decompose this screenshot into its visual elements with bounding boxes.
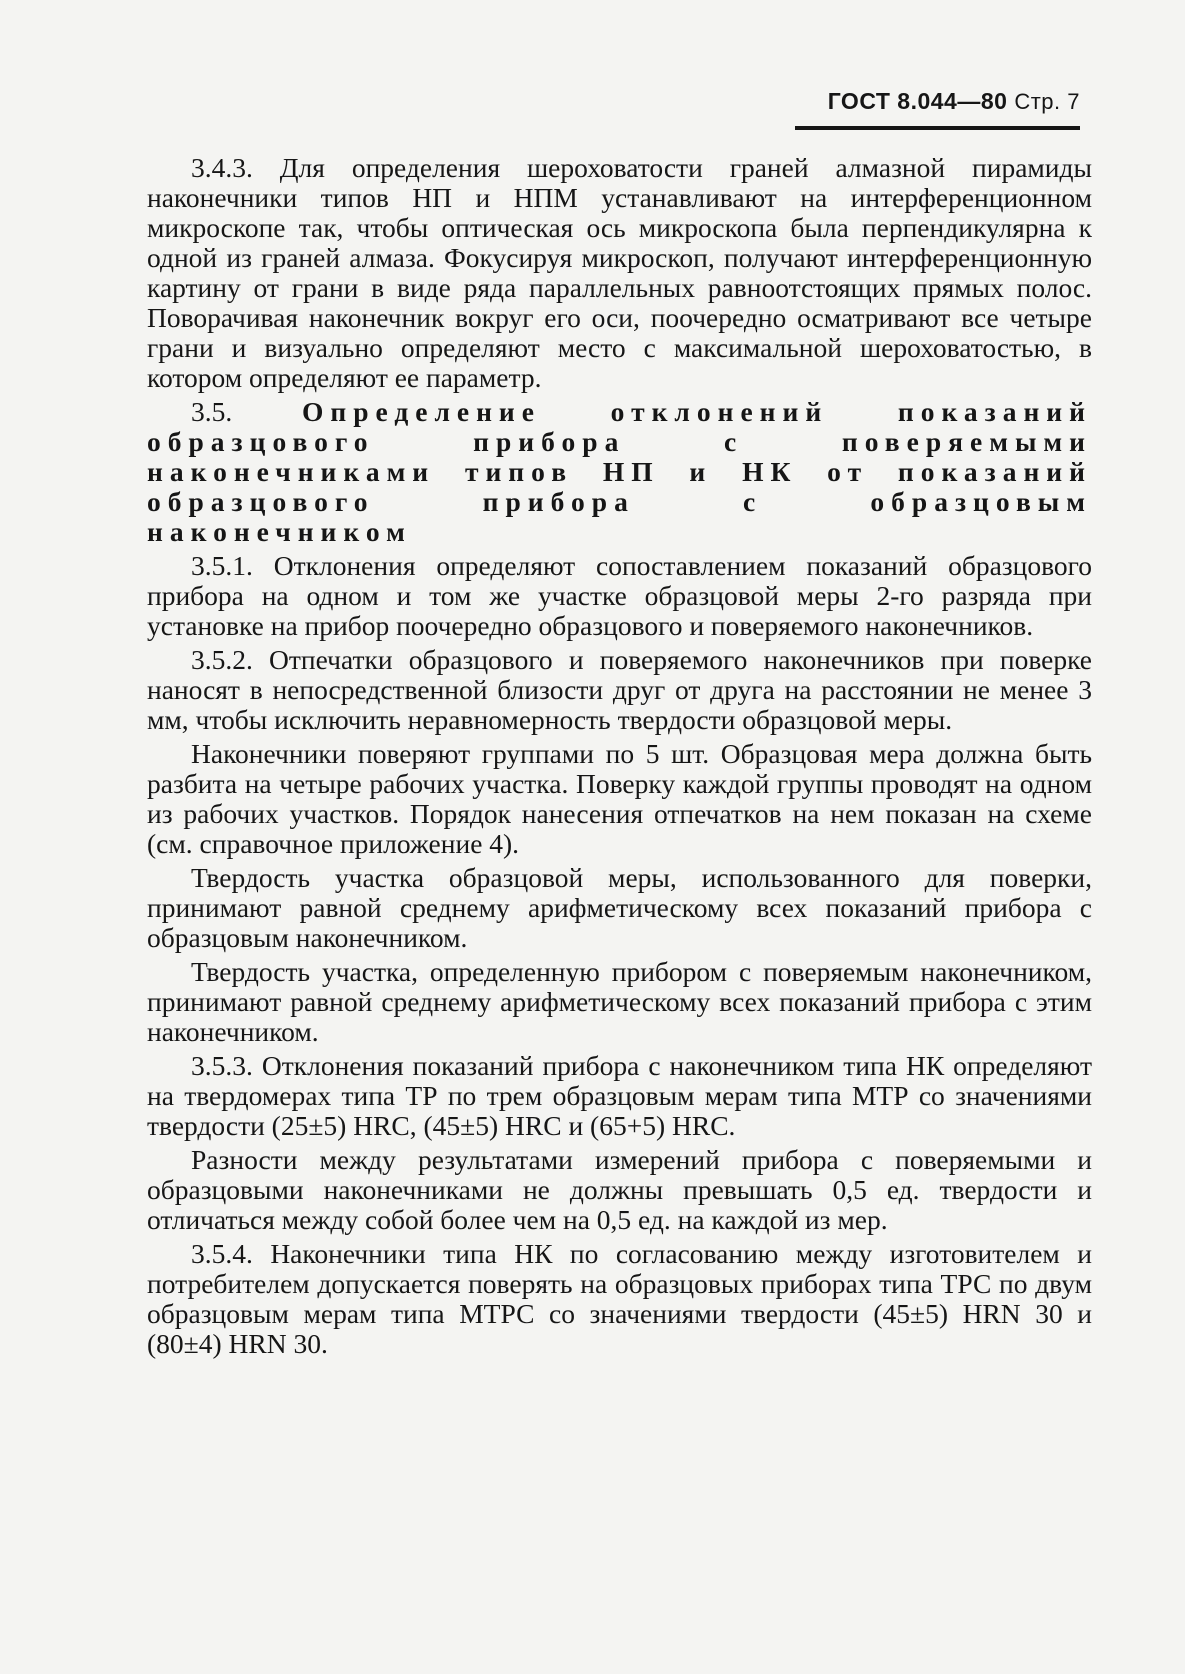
section-heading-text: Определение отклонений показаний образцового прибора с поверяемыми наконечниками типов НП и НК от показаний образцового прибора с образцовым наконечником <box>147 396 1092 547</box>
paragraph-3-5-1: 3.5.1. Отклонения определяют сопоставлением показаний образцового прибора на одном и том же участке образцовой меры 2-го разряда при установке на прибор поочередно образцового и поверяемого наконечников. <box>147 550 1092 641</box>
paragraph-groups: Наконечники поверяют группами по 5 шт. Образцовая мера должна быть разбита на четыре рабочих участка. Поверку каждой группы проводят на одном из рабочих участков. Порядок нанесения отпечатков на нем показан на схеме (см. справочное приложение 4). <box>147 738 1092 859</box>
page-header <box>828 88 1080 115</box>
page-number: Стр. 7 <box>1014 89 1080 114</box>
paragraph-3-5-4: 3.5.4. Наконечники типа НК по согласованию между изготовителем и потребителем допускается поверять на образцовых приборах типа ТРС по двум образцовым мерам типа МТРС со значениями твердости (45±5) HRN 30 и (80±4) HRN 30. <box>147 1238 1092 1359</box>
header-rule <box>795 126 1080 130</box>
paragraph-hardness-reference: Твердость участка образцовой меры, использованного для поверки, принимают равной среднему арифметическому всех показаний прибора с образцовым наконечником. <box>147 862 1092 953</box>
paragraph-hardness-tested: Твердость участка, определенную прибором с поверяемым наконечником, принимают равной среднему арифметическому всех показаний прибора с этим наконечником. <box>147 956 1092 1047</box>
standard-number: ГОСТ 8.044—80 <box>827 88 1008 114</box>
paragraph-3-4-3: 3.4.3. Для определения шероховатости граней алмазной пирамиды наконечники типов НП и НПМ устанавливают на интерференционном микроскопе так, чтобы оптическая ось микроскопа была перпендикулярна к одной из граней алмаза. Фокусируя микроскоп, получают интерференционную картину от грани в виде ряда параллельных равноотстоящих прямых полос. Поворачивая наконечник вокруг его оси, поочередно осматривают все четыре грани и визуально определяют место с максимальной шероховатостью, в котором определяют ее параметр. <box>147 152 1092 393</box>
section-number: 3.5. <box>191 396 233 427</box>
paragraph-3-5-2: 3.5.2. Отпечатки образцового и поверяемого наконечников при поверке наносят в непосредственной близости друг от друга на расстоянии не менее 3 мм, чтобы исключить неравномерность твердости образцовой меры. <box>147 644 1092 735</box>
paragraph-differences: Разности между результатами измерений прибора с поверяемыми и образцовыми наконечниками не должны превышать 0,5 ед. твердости и отличаться между собой более чем на 0,5 ед. на каждой из мер. <box>147 1144 1092 1235</box>
paragraph-3-5-3: 3.5.3. Отклонения показаний прибора с наконечником типа НК определяют на твердомерах типа ТР по трем образцовым мерам типа МТР со значениями твердости (25±5) HRC, (45±5) HRC и (65+5) HRC. <box>147 1050 1092 1141</box>
section-heading-3-5 <box>147 397 1092 547</box>
document-body <box>147 153 1092 1363</box>
